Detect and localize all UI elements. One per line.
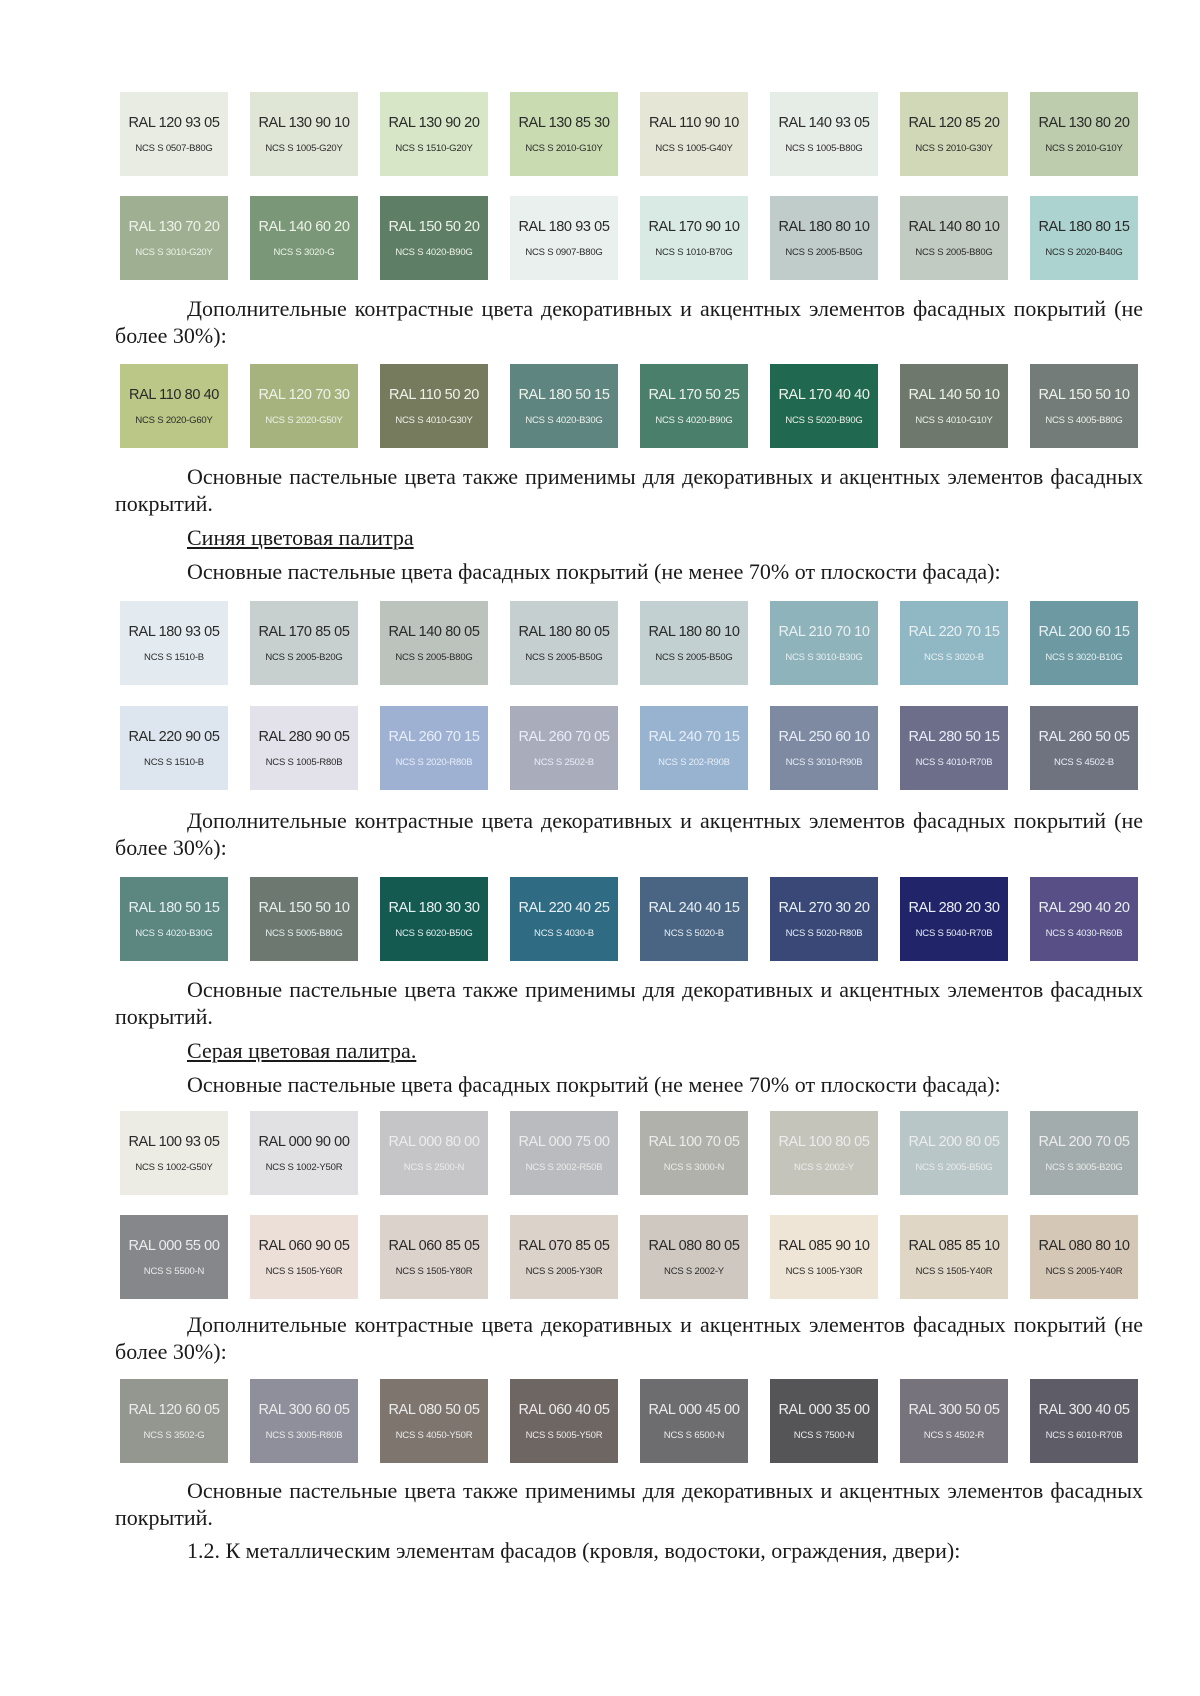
color-swatch [120, 601, 228, 685]
swatch-ral-code: RAL 250 60 10 [778, 728, 870, 745]
swatch-ral-code: RAL 110 90 10 [649, 114, 739, 131]
swatch-ncs-code: NCS S 2005-Y30R [525, 1265, 603, 1277]
swatch-ral-code: RAL 150 50 10 [258, 899, 350, 916]
swatch-ncs-code: NCS S 4050-Y50R [395, 1429, 473, 1441]
swatch-ral-code: RAL 060 90 05 [258, 1237, 350, 1254]
swatch-ral-code: RAL 000 75 00 [518, 1133, 610, 1150]
color-swatch [900, 364, 1008, 448]
swatch-ral-code: RAL 200 80 05 [908, 1133, 1000, 1150]
color-swatch [770, 1111, 878, 1195]
swatch-ncs-code: NCS S 0907-B80G [525, 246, 603, 258]
swatch-ral-code: RAL 070 85 05 [518, 1237, 610, 1254]
color-swatch [1030, 196, 1138, 280]
swatch-ral-code: RAL 150 50 10 [1038, 386, 1130, 403]
swatch-ral-code: RAL 120 93 05 [128, 114, 220, 131]
color-swatch [1030, 706, 1138, 790]
swatch-ncs-code: NCS S 7500-N [793, 1429, 855, 1441]
green-contrast-row [120, 364, 1138, 448]
color-swatch [1030, 877, 1138, 961]
swatch-ral-code: RAL 130 90 20 [388, 114, 480, 131]
green-main-row-2 [120, 196, 1138, 280]
color-swatch [510, 706, 618, 790]
color-swatch [510, 196, 618, 280]
swatch-ncs-code: NCS S 4010-R70B [915, 756, 993, 768]
color-swatch [250, 877, 358, 961]
swatch-ral-code: RAL 140 60 20 [258, 218, 350, 235]
swatch-ral-code: RAL 130 90 10 [258, 114, 350, 131]
swatch-ncs-code: NCS S 5500-N [143, 1265, 205, 1277]
color-swatch [900, 877, 1008, 961]
swatch-ncs-code: NCS S 2005-B50G [915, 1161, 993, 1173]
swatch-ncs-code: NCS S 2005-Y40R [1045, 1265, 1123, 1277]
color-swatch [1030, 601, 1138, 685]
color-swatch [770, 92, 878, 176]
color-swatch [510, 1215, 618, 1299]
swatch-ral-code: RAL 130 70 20 [128, 218, 220, 235]
color-swatch [770, 1215, 878, 1299]
color-swatch [250, 92, 358, 176]
swatch-ncs-code: NCS S 4020-B90G [395, 246, 473, 258]
swatch-ncs-code: NCS S 2502-B [534, 756, 594, 768]
swatch-ncs-code: NCS S 2005-B20G [265, 651, 343, 663]
color-swatch [120, 364, 228, 448]
swatch-ral-code: RAL 300 40 05 [1038, 1401, 1130, 1418]
swatch-ncs-code: NCS S 2005-B80G [395, 651, 473, 663]
color-swatch [1030, 92, 1138, 176]
color-swatch [380, 1215, 488, 1299]
swatch-ral-code: RAL 000 80 00 [388, 1133, 480, 1150]
swatch-ncs-code: NCS S 1005-R80B [265, 756, 343, 768]
swatch-ncs-code: NCS S 1505-Y40R [915, 1265, 993, 1277]
swatch-ral-code: RAL 000 55 00 [128, 1237, 220, 1254]
color-swatch [640, 1215, 748, 1299]
green-note: Основные пастельные цвета также применимы для декоративных и акцентных элементов фасадных покрытий. [115, 464, 1143, 516]
gray-contrast-intro: Дополнительные контрастные цвета декоративных и акцентных элементов фасадных покрытий (не более 30%): [115, 1312, 1143, 1364]
swatch-ncs-code: NCS S 2020-G50Y [265, 414, 343, 426]
color-swatch [770, 706, 878, 790]
swatch-ral-code: RAL 140 80 10 [908, 218, 1000, 235]
swatch-ncs-code: NCS S 2005-B80G [915, 246, 993, 258]
color-swatch [640, 364, 748, 448]
color-swatch [120, 1111, 228, 1195]
swatch-ncs-code: NCS S 1510-B [144, 756, 204, 768]
swatch-ncs-code: NCS S 1005-G40Y [655, 142, 733, 154]
blue-palette-heading: Синяя цветовая палитра [187, 525, 414, 550]
color-swatch [380, 706, 488, 790]
blue-contrast-intro: Дополнительные контрастные цвета декоративных и акцентных элементов фасадных покрытий (не более 30%): [115, 808, 1143, 860]
color-swatch [380, 1111, 488, 1195]
color-swatch [380, 364, 488, 448]
swatch-ncs-code: NCS S 3005-R80B [265, 1429, 343, 1441]
swatch-ncs-code: NCS S 5020-B [664, 927, 724, 939]
color-swatch [640, 706, 748, 790]
color-swatch [1030, 364, 1138, 448]
color-swatch [770, 1379, 878, 1463]
color-swatch [510, 1111, 618, 1195]
swatch-ncs-code: NCS S 3000-N [663, 1161, 725, 1173]
color-swatch [770, 877, 878, 961]
swatch-ral-code: RAL 260 50 05 [1038, 728, 1130, 745]
swatch-ncs-code: NCS S 6010-R70B [1045, 1429, 1123, 1441]
swatch-ncs-code: NCS S 1002-Y50R [265, 1161, 343, 1173]
swatch-ral-code: RAL 180 50 15 [128, 899, 220, 916]
color-swatch [640, 1111, 748, 1195]
swatch-ral-code: RAL 060 85 05 [388, 1237, 480, 1254]
swatch-ral-code: RAL 200 60 15 [1038, 623, 1130, 640]
swatch-ncs-code: NCS S 3502-G [143, 1429, 205, 1441]
color-swatch [380, 1379, 488, 1463]
color-swatch [770, 601, 878, 685]
swatch-ral-code: RAL 110 80 40 [129, 386, 219, 403]
swatch-ral-code: RAL 120 70 30 [258, 386, 350, 403]
swatch-ral-code: RAL 220 40 25 [518, 899, 610, 916]
gray-palette-heading: Серая цветовая палитра. [187, 1038, 417, 1063]
color-swatch [120, 196, 228, 280]
swatch-ncs-code: NCS S 5040-R70B [915, 927, 993, 939]
swatch-ncs-code: NCS S 4502-B [1054, 756, 1114, 768]
blue-note: Основные пастельные цвета также применимы для декоративных и акцентных элементов фасадных покрытий. [115, 977, 1143, 1029]
swatch-ncs-code: NCS S 4010-G10Y [915, 414, 993, 426]
color-swatch [120, 1215, 228, 1299]
color-swatch [640, 92, 748, 176]
swatch-ncs-code: NCS S 5020-R80B [785, 927, 863, 939]
color-swatch [770, 364, 878, 448]
swatch-ncs-code: NCS S 202-R90B [658, 756, 730, 768]
color-swatch [250, 706, 358, 790]
swatch-ral-code: RAL 280 50 15 [908, 728, 1000, 745]
color-swatch [900, 601, 1008, 685]
color-swatch [510, 877, 618, 961]
swatch-ncs-code: NCS S 2005-B50G [785, 246, 863, 258]
swatch-ncs-code: NCS S 1005-B80G [785, 142, 863, 154]
color-swatch [510, 1379, 618, 1463]
color-swatch [120, 877, 228, 961]
color-swatch [510, 92, 618, 176]
swatch-ral-code: RAL 280 90 05 [258, 728, 350, 745]
swatch-ral-code: RAL 170 50 25 [648, 386, 740, 403]
swatch-ncs-code: NCS S 1005-Y30R [785, 1265, 863, 1277]
swatch-ral-code: RAL 110 50 20 [389, 386, 479, 403]
swatch-ncs-code: NCS S 3020-G [273, 246, 335, 258]
swatch-ral-code: RAL 240 70 15 [648, 728, 740, 745]
swatch-ral-code: RAL 180 93 05 [128, 623, 220, 640]
color-swatch [250, 196, 358, 280]
swatch-ral-code: RAL 180 50 15 [518, 386, 610, 403]
swatch-ncs-code: NCS S 1005-G20Y [265, 142, 343, 154]
gray-note: Основные пастельные цвета также применимы для декоративных и акцентных элементов фасадных покрытий. [115, 1478, 1143, 1530]
swatch-ncs-code: NCS S 4020-B30G [525, 414, 603, 426]
color-swatch [640, 877, 748, 961]
swatch-ncs-code: NCS S 3010-G20Y [135, 246, 213, 258]
color-swatch [120, 1379, 228, 1463]
swatch-ral-code: RAL 130 80 20 [1038, 114, 1130, 131]
swatch-ral-code: RAL 060 40 05 [518, 1401, 610, 1418]
swatch-ncs-code: NCS S 1505-Y60R [265, 1265, 343, 1277]
swatch-ral-code: RAL 000 90 00 [258, 1133, 350, 1150]
swatch-ncs-code: NCS S 1010-B70G [655, 246, 733, 258]
color-swatch [1030, 1379, 1138, 1463]
swatch-ral-code: RAL 270 30 20 [778, 899, 870, 916]
swatch-ncs-code: NCS S 2002-R50B [525, 1161, 603, 1173]
swatch-ncs-code: NCS S 2005-B50G [525, 651, 603, 663]
swatch-ral-code: RAL 300 50 05 [908, 1401, 1000, 1418]
swatch-ncs-code: NCS S 1002-G50Y [135, 1161, 213, 1173]
swatch-ncs-code: NCS S 3010-R90B [785, 756, 863, 768]
swatch-ral-code: RAL 100 70 05 [648, 1133, 740, 1150]
color-swatch [120, 92, 228, 176]
swatch-ncs-code: NCS S 2020-R80B [395, 756, 473, 768]
swatch-ral-code: RAL 100 80 05 [778, 1133, 870, 1150]
swatch-ncs-code: NCS S 1505-Y80R [395, 1265, 473, 1277]
swatch-ral-code: RAL 170 85 05 [258, 623, 350, 640]
swatch-ral-code: RAL 120 85 20 [908, 114, 1000, 131]
swatch-ncs-code: NCS S 5005-Y50R [525, 1429, 603, 1441]
gray-main-row-2 [120, 1215, 1138, 1299]
swatch-ral-code: RAL 280 20 30 [908, 899, 1000, 916]
swatch-ral-code: RAL 085 85 10 [908, 1237, 1000, 1254]
color-swatch [900, 196, 1008, 280]
swatch-ral-code: RAL 180 80 15 [1038, 218, 1130, 235]
swatch-ncs-code: NCS S 4010-G30Y [395, 414, 473, 426]
color-swatch [900, 706, 1008, 790]
color-swatch [640, 1379, 748, 1463]
swatch-ncs-code: NCS S 3010-B30G [785, 651, 863, 663]
swatch-ral-code: RAL 180 80 05 [518, 623, 610, 640]
swatch-ral-code: RAL 170 90 10 [648, 218, 740, 235]
swatch-ral-code: RAL 120 60 05 [128, 1401, 220, 1418]
swatch-ral-code: RAL 150 50 20 [388, 218, 480, 235]
swatch-ral-code: RAL 260 70 15 [388, 728, 480, 745]
swatch-ncs-code: NCS S 2020-B40G [1045, 246, 1123, 258]
swatch-ral-code: RAL 085 90 10 [778, 1237, 870, 1254]
gray-main-intro: Основные пастельные цвета фасадных покрытий (не менее 70% от плоскости фасада): [187, 1072, 1001, 1097]
green-contrast-intro: Дополнительные контрастные цвета декоративных и акцентных элементов фасадных покрытий (не более 30%): [115, 296, 1143, 348]
swatch-ral-code: RAL 140 93 05 [778, 114, 870, 131]
color-swatch [640, 601, 748, 685]
swatch-ral-code: RAL 000 45 00 [648, 1401, 740, 1418]
swatch-ral-code: RAL 240 40 15 [648, 899, 740, 916]
swatch-ncs-code: NCS S 0507-B80G [135, 142, 213, 154]
swatch-ncs-code: NCS S 4030-R60B [1045, 927, 1123, 939]
color-swatch [900, 92, 1008, 176]
swatch-ral-code: RAL 140 50 10 [908, 386, 1000, 403]
color-swatch [120, 706, 228, 790]
swatch-ral-code: RAL 300 60 05 [258, 1401, 350, 1418]
swatch-ral-code: RAL 100 93 05 [128, 1133, 220, 1150]
swatch-ncs-code: NCS S 4020-B30G [135, 927, 213, 939]
color-swatch [250, 1379, 358, 1463]
swatch-ncs-code: NCS S 4005-B80G [1045, 414, 1123, 426]
color-swatch [250, 601, 358, 685]
color-swatch [900, 1111, 1008, 1195]
swatch-ncs-code: NCS S 3020-B10G [1045, 651, 1123, 663]
swatch-ral-code: RAL 180 93 05 [518, 218, 610, 235]
green-main-row-1 [120, 92, 1138, 176]
color-swatch [250, 364, 358, 448]
swatch-ral-code: RAL 260 70 05 [518, 728, 610, 745]
swatch-ral-code: RAL 180 80 10 [778, 218, 870, 235]
swatch-ncs-code: NCS S 3020-B [924, 651, 984, 663]
color-swatch [900, 1215, 1008, 1299]
metal-elements-intro: 1.2. К металлическим элементам фасадов (кровля, водостоки, ограждения, двери): [187, 1538, 961, 1563]
blue-main-row-1 [120, 601, 1138, 685]
swatch-ral-code: RAL 200 70 05 [1038, 1133, 1130, 1150]
swatch-ral-code: RAL 000 35 00 [778, 1401, 870, 1418]
swatch-ral-code: RAL 130 85 30 [518, 114, 610, 131]
swatch-ral-code: RAL 210 70 10 [778, 623, 870, 640]
color-swatch [380, 92, 488, 176]
color-swatch [380, 601, 488, 685]
gray-main-row-1 [120, 1111, 1138, 1195]
swatch-ncs-code: NCS S 2010-G10Y [1045, 142, 1123, 154]
swatch-ncs-code: NCS S 4030-B [534, 927, 594, 939]
swatch-ncs-code: NCS S 4020-B90G [655, 414, 733, 426]
swatch-ncs-code: NCS S 5020-B90G [785, 414, 863, 426]
swatch-ncs-code: NCS S 2002-Y [794, 1161, 854, 1173]
blue-main-row-2 [120, 706, 1138, 790]
color-swatch [250, 1111, 358, 1195]
swatch-ncs-code: NCS S 1510-G20Y [395, 142, 473, 154]
swatch-ncs-code: NCS S 4502-R [923, 1429, 985, 1441]
swatch-ral-code: RAL 080 80 05 [648, 1237, 740, 1254]
swatch-ncs-code: NCS S 2020-G60Y [135, 414, 213, 426]
blue-main-intro: Основные пастельные цвета фасадных покрытий (не менее 70% от плоскости фасада): [187, 559, 1001, 584]
color-swatch [640, 196, 748, 280]
color-swatch [770, 196, 878, 280]
swatch-ncs-code: NCS S 2010-G10Y [525, 142, 603, 154]
swatch-ral-code: RAL 290 40 20 [1038, 899, 1130, 916]
swatch-ral-code: RAL 080 80 10 [1038, 1237, 1130, 1254]
color-swatch [380, 877, 488, 961]
swatch-ncs-code: NCS S 3005-B20G [1045, 1161, 1123, 1173]
color-swatch [510, 601, 618, 685]
gray-contrast-row [120, 1379, 1138, 1463]
swatch-ral-code: RAL 080 50 05 [388, 1401, 480, 1418]
swatch-ral-code: RAL 220 90 05 [128, 728, 220, 745]
color-swatch [900, 1379, 1008, 1463]
swatch-ral-code: RAL 140 80 05 [388, 623, 480, 640]
color-swatch [1030, 1215, 1138, 1299]
blue-contrast-row [120, 877, 1138, 961]
swatch-ncs-code: NCS S 5005-B80G [265, 927, 343, 939]
swatch-ncs-code: NCS S 6500-N [663, 1429, 725, 1441]
swatch-ncs-code: NCS S 6020-B50G [395, 927, 473, 939]
color-swatch [380, 196, 488, 280]
swatch-ral-code: RAL 180 80 10 [648, 623, 740, 640]
swatch-ncs-code: NCS S 1510-B [144, 651, 204, 663]
swatch-ncs-code: NCS S 2500-N [403, 1161, 465, 1173]
swatch-ral-code: RAL 180 30 30 [388, 899, 480, 916]
color-swatch [250, 1215, 358, 1299]
swatch-ncs-code: NCS S 2005-B50G [655, 651, 733, 663]
color-swatch [1030, 1111, 1138, 1195]
swatch-ncs-code: NCS S 2010-G30Y [915, 142, 993, 154]
color-swatch [510, 364, 618, 448]
swatch-ncs-code: NCS S 2002-Y [664, 1265, 724, 1277]
swatch-ral-code: RAL 220 70 15 [908, 623, 1000, 640]
swatch-ral-code: RAL 170 40 40 [778, 386, 870, 403]
